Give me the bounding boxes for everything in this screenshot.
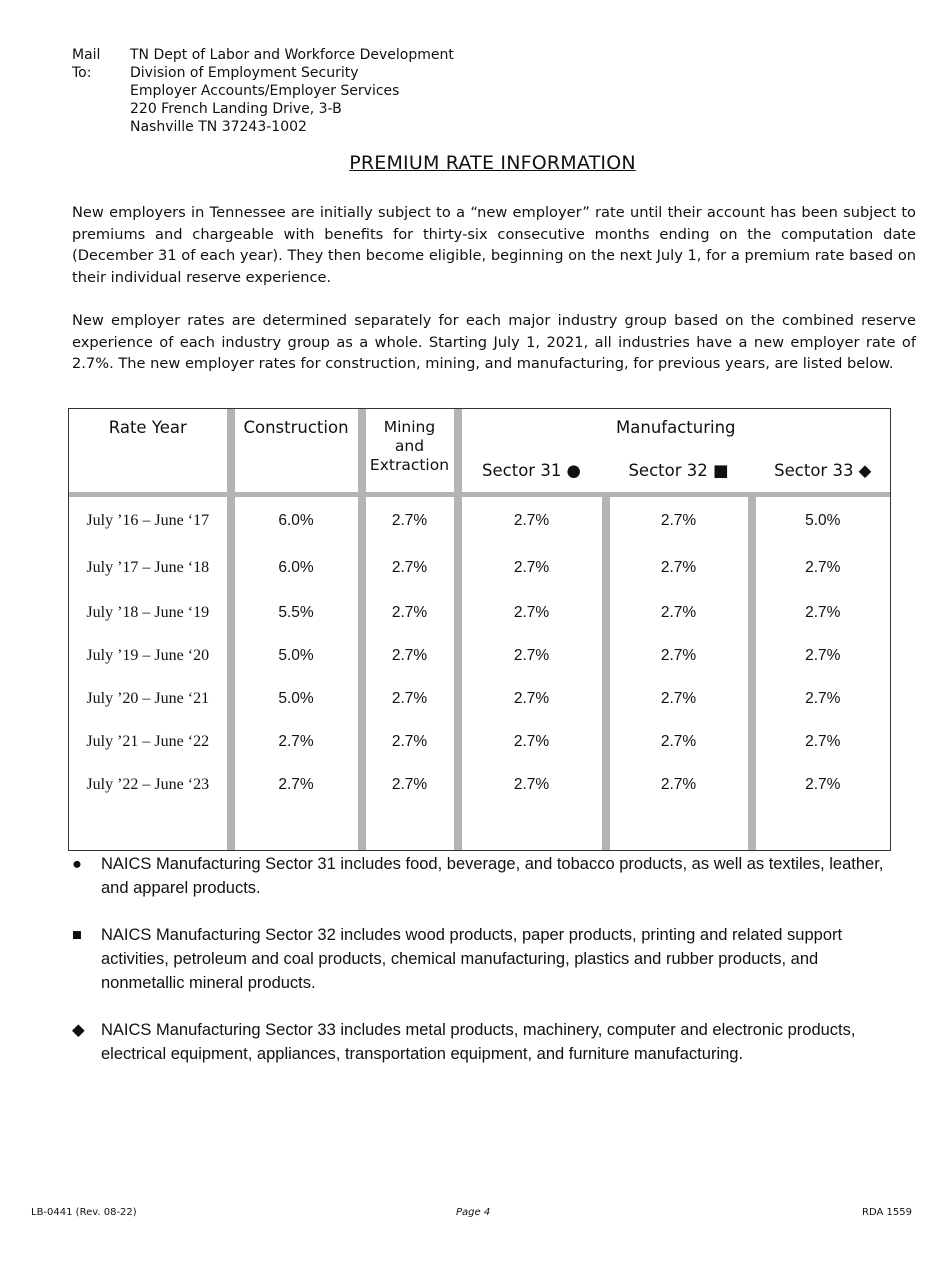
cell-mining: 2.7% [391,733,428,750]
column-divider [748,545,756,592]
column-divider [454,635,462,678]
column-divider [454,807,462,851]
address-line: Division of Employment Security [130,65,359,81]
premium-rate-table [68,408,891,851]
column-divider [358,807,366,851]
cell-sector-31: 2.7% [513,511,550,529]
cell-sector-33: 2.7% [805,776,841,793]
column-divider [227,807,235,851]
cell-construction: 2.7% [278,776,314,793]
page-number: Page 4 [456,1207,491,1218]
cell-sector-32: 2.7% [660,511,697,529]
column-divider [358,592,366,635]
cell-sector-32: 2.7% [660,733,697,750]
column-divider [748,807,756,851]
header-rate-year: Rate Year [108,418,187,437]
table-row [69,721,891,764]
header-sector-31: Sector 31 ● [482,460,581,480]
column-divider [748,721,756,764]
intro-paragraph: New employers in Tennessee are initially subject to a “new employer” rate until their account has been subject to premiums and chargeable with benefits for thirty-six consecutive months ending on the computation date (December 31 of each year). They then become eligible, beginning on the next July 1, for a premium rate based on their individual reserve experience. [72,204,916,286]
cell-sector-33: 2.7% [805,690,841,707]
column-divider [454,764,462,807]
cell-sector-31: 2.7% [513,776,550,793]
column-divider [602,545,610,592]
cell-sector-32: 2.7% [660,776,697,793]
header-construction: Construction [243,418,349,437]
header-mining [366,409,454,492]
empty-cell [366,807,454,851]
form-number: LB-0441 (Rev. 08-22) [31,1207,137,1218]
address-block [130,46,454,136]
column-divider [358,721,366,764]
column-divider [227,678,235,721]
address-line: TN Dept of Labor and Workforce Development [130,47,454,63]
column-divider [748,678,756,721]
cell-sector-31: 2.7% [513,690,550,707]
column-divider [358,409,366,492]
empty-cell [610,807,748,851]
header-mining-line: Mining [383,418,436,436]
table-spacer-row [69,807,891,851]
note-text: NAICS Manufacturing Sector 33 includes metal products, machinery, computer and electronic products, electrical equipment, appliances, transportation equipment, and furniture manufacturing. [101,1021,856,1063]
cell-rate-year: July ’19 – June ‘20 [86,647,210,664]
cell-mining: 2.7% [391,647,428,664]
cell-construction: 2.7% [278,733,314,750]
column-divider [602,807,610,851]
address-line: Nashville TN 37243-1002 [130,119,307,135]
note-sector-31 [72,852,902,900]
mail-to-label: Mail To: [72,47,101,81]
cell-mining: 2.7% [391,776,428,793]
column-divider [358,497,366,545]
cell-rate-year: July ’17 – June ‘18 [86,559,210,576]
cell-sector-32: 2.7% [660,690,697,707]
cell-sector-33: 5.0% [805,511,841,529]
column-divider [454,592,462,635]
cell-mining: 2.7% [391,604,428,621]
column-divider [358,635,366,678]
column-divider [358,545,366,592]
rda-number: RDA 1559 [862,1207,912,1218]
column-divider [748,764,756,807]
column-divider [227,545,235,592]
address-line: Employer Accounts/Employer Services [130,83,400,99]
column-divider [358,678,366,721]
address-line: 220 French Landing Drive, 3-B [130,101,342,117]
column-divider [227,592,235,635]
rate-rows [69,497,891,851]
note-text: NAICS Manufacturing Sector 31 includes food, beverage, and tobacco products, as well as textiles, leather, and apparel products. [101,855,884,897]
cell-construction: 5.0% [278,690,314,707]
cell-sector-33: 2.7% [805,733,841,750]
table-row [69,545,891,592]
column-divider [227,721,235,764]
table-row [69,764,891,807]
page-title: PREMIUM RATE INFORMATION [349,152,636,174]
header-mining-line: Extraction [369,456,450,474]
cell-sector-31: 2.7% [513,733,550,750]
square-icon: ■ [72,926,82,944]
column-divider [748,497,756,545]
table-row [69,678,891,721]
cell-sector-33: 2.7% [805,559,841,576]
cell-sector-32: 2.7% [660,604,697,621]
column-divider [602,592,610,635]
column-divider [748,635,756,678]
cell-rate-year: July ’18 – June ‘19 [86,604,210,621]
cell-sector-33: 2.7% [805,604,841,621]
header-manufacturing: Manufacturing [616,418,736,437]
note-sector-33 [72,1018,902,1066]
empty-cell [756,807,891,851]
column-divider [227,409,235,492]
column-divider [227,635,235,678]
column-divider [454,545,462,592]
cell-sector-33: 2.7% [805,647,841,664]
cell-sector-32: 2.7% [660,559,697,576]
cell-mining: 2.7% [391,559,428,576]
header-mining-line: and [394,437,425,455]
rates-paragraph: New employer rates are determined separately for each major industry group based on the combined reserve experience of each industry group as a whole. Starting July 1, 2021, all industries have a new employer rate of 2.7%. The new employer rates for construction, mining, and manufacturing, for previous years, are listed below. [72,312,916,373]
table-row [69,592,891,635]
note-text: NAICS Manufacturing Sector 32 includes wood products, paper products, printing and related support activities, petroleum and coal products, chemical manufacturing, plastics and rubber products, and nonmetallic mineral products. [101,926,843,992]
column-divider [227,764,235,807]
column-divider [602,764,610,807]
column-divider [748,592,756,635]
cell-sector-31: 2.7% [513,559,550,576]
cell-rate-year: July ’21 – June ‘22 [86,733,210,750]
header-sector-32: Sector 32 ■ [628,460,729,480]
empty-cell [462,807,602,851]
column-divider [454,721,462,764]
column-divider [602,635,610,678]
empty-cell [69,807,227,851]
column-divider [454,497,462,545]
cell-rate-year: July ’20 – June ‘21 [86,690,210,707]
column-divider [358,764,366,807]
column-divider [602,497,610,545]
cell-construction: 6.0% [278,511,314,529]
column-divider [602,721,610,764]
cell-mining: 2.7% [391,511,428,529]
cell-construction: 6.0% [278,559,314,576]
cell-construction: 5.0% [278,647,314,664]
cell-sector-31: 2.7% [513,604,550,621]
diamond-icon: ◆ [72,1021,85,1039]
cell-sector-31: 2.7% [513,647,550,664]
column-divider [454,409,462,492]
sector-notes [72,852,902,1089]
table-row [69,635,891,678]
header-sector-33: Sector 33 ◆ [774,460,872,480]
column-divider [227,497,235,545]
empty-cell [235,807,358,851]
column-divider [602,678,610,721]
cell-sector-32: 2.7% [660,647,697,664]
cell-mining: 2.7% [391,690,428,707]
table-row [69,497,891,545]
circle-icon: ● [72,855,82,873]
column-divider [454,678,462,721]
cell-rate-year: July ’22 – June ‘23 [86,776,210,793]
note-sector-32 [72,923,902,995]
cell-rate-year: July ’16 – June ‘17 [86,511,210,529]
cell-construction: 5.5% [278,604,314,621]
